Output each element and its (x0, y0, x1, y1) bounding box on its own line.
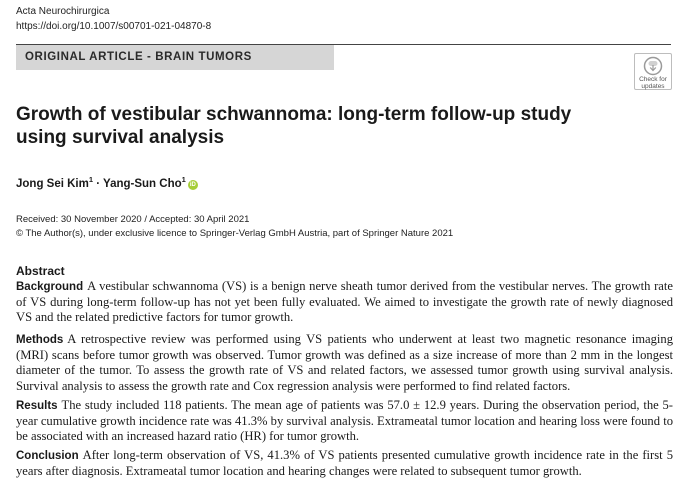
author-affiliation: 1 (88, 175, 94, 184)
author-affiliation: 1 (181, 175, 186, 184)
section-text: A retrospective review was performed using VS patients who underwent at least two magnetic resonance imaging (MRI) scans before tumor growth was observed. Tumor growth was defined as a size increase of more than 2 mm in the longest diameter of the tumor. To assess the growth rate of VS and related factors, we assessed tumor growth using survival analysis. Survival analysis to assess the growth rate and Cox regression analysis were performed to find related factors. (16, 332, 673, 393)
author-name[interactable]: Jong Sei Kim (16, 177, 89, 190)
abstract-conclusion (16, 448, 673, 479)
check-for-updates-icon (643, 56, 663, 76)
section-text: The study included 118 patients. The mean age of patients was 57.0 ± 12.9 years. During the observation period, the 5-year cumulative growth incidence rate was 41.3% by survival analysis. Extrameatal tumor location and hearing loss were found to be associated with an increased hazard ratio (HR) for tumor growth. (16, 398, 673, 444)
section-label: Conclusion (16, 450, 79, 462)
section-label: Background (16, 281, 84, 293)
doi-link[interactable]: https://doi.org/10.1007/s00701-021-04870-8 (16, 21, 212, 32)
abstract-methods (16, 332, 673, 394)
abstract-heading: Abstract (16, 264, 65, 278)
section-label: Methods (16, 334, 64, 346)
orcid-icon[interactable]: iD (189, 181, 196, 188)
author-name[interactable]: Yang-Sun Cho (103, 177, 182, 190)
article-category: ORIGINAL ARTICLE - BRAIN TUMORS (16, 45, 334, 70)
section-label: Results (16, 400, 58, 412)
abstract-background (16, 279, 673, 326)
copyright-notice: © The Author(s), under exclusive licence to Springer-Verlag GmbH Austria, part of Springer Nature 2021 (16, 228, 454, 239)
author-list (16, 175, 198, 190)
section-text: A vestibular schwannoma (VS) is a benign nerve sheath tumor derived from the vestibular nerves. The growth rate of VS during long-term follow-up has not yet been fully evaluated. We aimed to investigate the growth rate of newly diagnosed VS and the related predictive factors for tumor growth. (16, 279, 673, 325)
badge-label: Check for updates (639, 76, 667, 90)
section-text: After long-term observation of VS, 41.3% of VS patients presented cumulative growth incidence rate in the first 5 years after diagnosis. Extrameatal tumor location and hearing changes were related to subsequent tumor growth. (16, 448, 673, 479)
abstract-results (16, 398, 673, 445)
received-accepted-dates: Received: 30 November 2020 / Accepted: 30 April 2021 (16, 214, 250, 225)
check-for-updates-badge[interactable] (634, 53, 672, 90)
article-title: Growth of vestibular schwannoma: long-term follow-up study using survival analysis (16, 104, 572, 148)
author-separator: · (93, 177, 104, 190)
journal-name: Acta Neurochirurgica (16, 6, 110, 17)
